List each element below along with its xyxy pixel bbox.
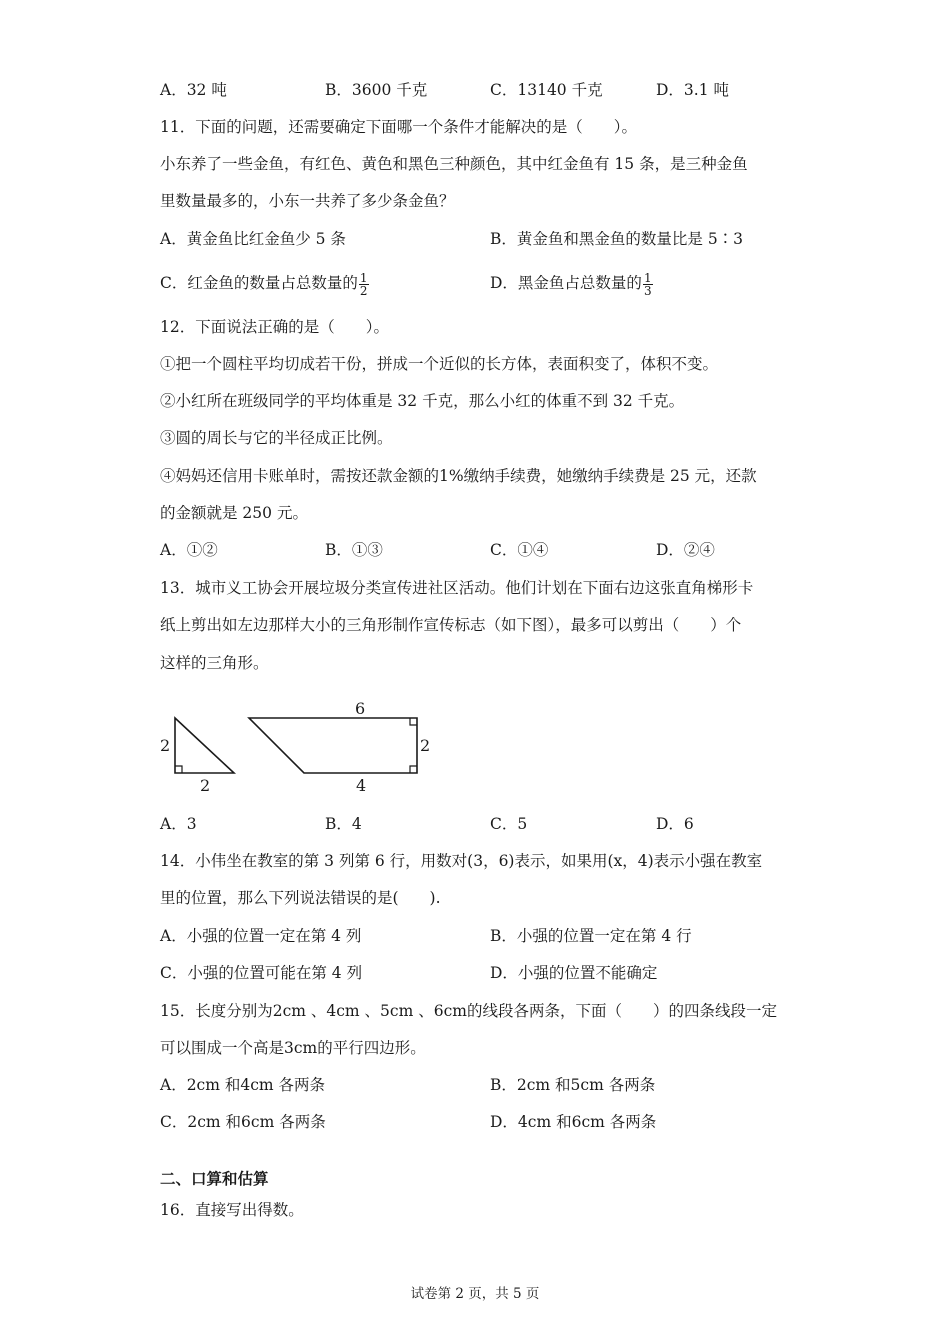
q12-statement-4a: ④妈妈还信用卡账单时，需按还款金额的1%缴纳手续费，她缴纳手续费是 25 元，还款 (160, 467, 757, 485)
q14-option-d: D．小强的位置不能确定 (490, 964, 658, 982)
q13-figure (150, 690, 450, 805)
fraction-denominator: 3 (643, 283, 652, 298)
q12-statement-3: ③圆的周长与它的半径成正比例。 (160, 429, 393, 447)
q12-option-c: C．①④ (490, 541, 549, 559)
q13-stem-line3: 这样的三角形。 (160, 654, 269, 672)
q13-option-a: A．3 (160, 815, 197, 833)
right-triangle (175, 718, 234, 773)
q13-stem-line2: 纸上剪出如左边那样大小的三角形制作宣传标志（如下图），最多可以剪出（ ）个 (160, 616, 742, 634)
q12-stem: 12．下面说法正确的是（ ）。 (160, 318, 389, 336)
q11-text-line2: 里数量最多的，小东一共养了多少条金鱼？ (160, 192, 455, 210)
q11-option-c-text: C．红金鱼的数量占总数量的 (160, 274, 358, 292)
q10-option-d: D．3.1 吨 (656, 81, 730, 99)
q15-option-d: D．4cm 和6cm 各两条 (490, 1113, 657, 1131)
q11-option-b: B．黄金鱼和黑金鱼的数量比是 5∶3 (490, 230, 744, 248)
q12-statement-4b: 的金额就是 250 元。 (160, 504, 308, 522)
q15-stem-line2: 可以围成一个高是3cm的平行四边形。 (160, 1039, 426, 1057)
q14-stem-line1: 14．小伟坐在教室的第 3 列第 6 行，用数对(3，6)表示，如果用(x，4)表示小强在教室 (160, 852, 763, 870)
q14-option-c: C．小强的位置可能在第 4 列 (160, 964, 363, 982)
q14-option-a: A．小强的位置一定在第 4 列 (160, 927, 362, 945)
trapezoid-top-label: 6 (355, 699, 366, 718)
q16-stem: 16．直接写出得数。 (160, 1201, 304, 1219)
q10-option-a: A．32 吨 (160, 81, 227, 99)
q12-option-b: B．①③ (325, 541, 383, 559)
fraction-denominator: 2 (359, 283, 368, 298)
q13-stem-line1: 13．城市义工协会开展垃圾分类宣传进社区活动。他们计划在下面右边这张直角梯形卡 (160, 579, 754, 597)
q11-text-line1: 小东养了一些金鱼，有红色、黄色和黑色三种颜色，其中红金鱼有 15 条，是三种金鱼 (160, 155, 748, 173)
section-heading: 二、口算和估算 (160, 1169, 269, 1188)
q15-option-c: C．2cm 和6cm 各两条 (160, 1113, 326, 1131)
q12-option-d: D．②④ (656, 541, 715, 559)
triangle-height-label: 2 (160, 736, 171, 755)
fraction-numerator: 1 (643, 270, 652, 285)
q14-option-b: B．小强的位置一定在第 4 行 (490, 927, 692, 945)
page-footer: 试卷第 2 页，共 5 页 (410, 1286, 540, 1302)
q11-option-a: A．黄金鱼比红金鱼少 5 条 (160, 230, 346, 248)
q15-option-b: B．2cm 和5cm 各两条 (490, 1076, 656, 1094)
q13-option-d: D．6 (656, 815, 694, 833)
q12-option-a: A．①② (160, 541, 218, 559)
trapezoid-right-label: 2 (420, 736, 431, 755)
fraction-one-half (359, 272, 369, 297)
right-trapezoid (249, 718, 417, 773)
q13-option-b: B．4 (325, 815, 362, 833)
q14-stem-line2: 里的位置，那么下列说法错误的是( ). (160, 889, 441, 907)
q13-option-c: C．5 (490, 815, 528, 833)
q12-statement-2: ②小红所在班级同学的平均体重是 32 千克，那么小红的体重不到 32 千克。 (160, 392, 685, 410)
q11-option-d (490, 268, 653, 298)
trapezoid-bottom-label: 4 (356, 776, 367, 795)
triangle-base-label: 2 (200, 776, 211, 795)
q11-option-c (160, 268, 369, 298)
q11-option-d-text: D．黑金鱼占总数量的 (490, 274, 642, 292)
q10-option-c: C．13140 千克 (490, 81, 603, 99)
q12-statement-1: ①把一个圆柱平均切成若干份，拼成一个近似的长方体，表面积变了，体积不变。 (160, 355, 719, 373)
fraction-numerator: 1 (359, 270, 368, 285)
q11-stem: 11．下面的问题，还需要确定下面哪一个条件才能解决的是（ ）。 (160, 118, 637, 136)
q15-option-a: A．2cm 和4cm 各两条 (160, 1076, 326, 1094)
q10-option-b: B．3600 千克 (325, 81, 428, 99)
q15-stem-line1: 15．长度分别为2cm 、4cm 、5cm 、6cm的线段各两条，下面（ ）的四条线段一定 (160, 1002, 777, 1020)
fraction-one-third (643, 272, 653, 297)
